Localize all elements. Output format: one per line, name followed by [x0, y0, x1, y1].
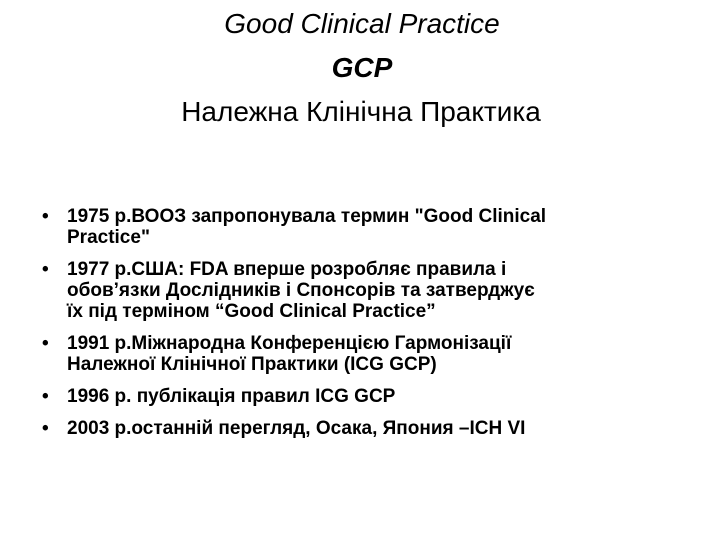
bullet-line: 2003 р.останній перегляд, Осака, Япония –ICH VI	[67, 418, 526, 439]
bullet-item-2003	[0, 418, 720, 439]
bullet-icon: •	[42, 259, 49, 280]
bullet-line: 1977 р.США: FDA вперше розробляє правила і	[67, 259, 507, 280]
bullet-icon: •	[42, 206, 49, 227]
bullet-item-1977	[0, 259, 720, 322]
bullet-line: 1996 р. публікація правил ICG GCP	[67, 386, 396, 407]
bullet-icon: •	[42, 333, 49, 354]
bullet-item-1975	[0, 206, 720, 248]
bullet-item-1991	[0, 333, 720, 375]
bullet-item-1996	[0, 386, 720, 407]
title-english: Good Clinical Practice	[224, 8, 500, 39]
bullet-icon: •	[42, 386, 49, 407]
bullet-line: обовʼязки Дослідників і Спонсорів та затверджує	[67, 280, 535, 301]
bullet-text	[67, 259, 690, 322]
bullet-line: Належної Клінічної Практики (ICG GCP)	[67, 354, 437, 375]
bullet-line: 1975 р.ВООЗ запропонувала термин "Good Clinical	[67, 206, 547, 227]
bullet-list	[0, 206, 720, 450]
bullet-text	[67, 333, 690, 375]
bullet-line: Practice"	[67, 227, 150, 248]
bullet-line: 1991 р.Міжнародна Конференцією Гармонізації	[67, 333, 512, 354]
title-abbreviation: GCP	[331, 52, 393, 83]
bullet-text	[67, 386, 690, 407]
bullet-text	[67, 206, 690, 248]
title-ukrainian: Належна Клінічна Практика	[181, 96, 541, 127]
slide-title	[0, 2, 720, 134]
bullet-line: їх під терміном “Good Clinical Practice”	[67, 301, 436, 322]
bullet-text	[67, 418, 690, 439]
bullet-icon: •	[42, 418, 49, 439]
